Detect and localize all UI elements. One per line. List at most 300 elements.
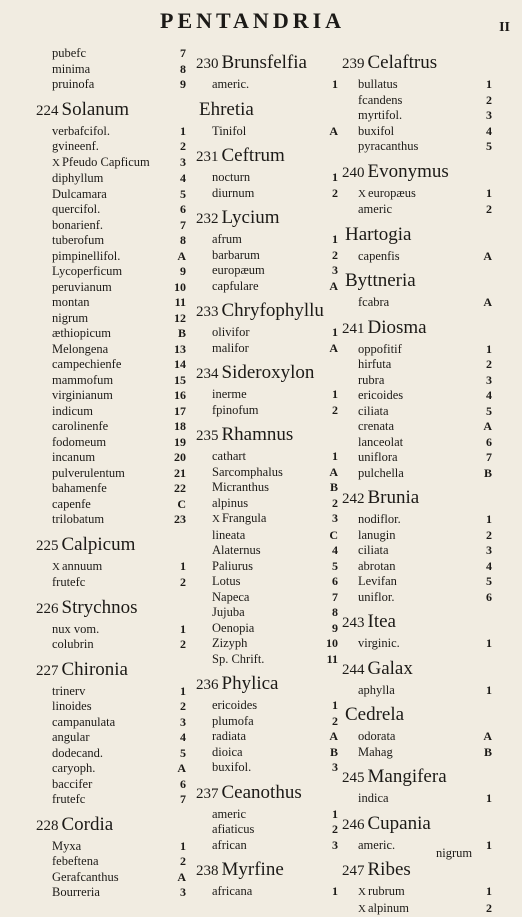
species-label <box>52 885 100 901</box>
species-name: Dulcamara <box>52 187 107 201</box>
species-label <box>212 559 253 575</box>
species-code: 7 <box>332 590 338 606</box>
species-entry <box>342 590 492 606</box>
species-code: 19 <box>174 435 186 451</box>
species-code: 1 <box>332 232 338 248</box>
species-code: 6 <box>486 435 492 451</box>
genus-heading <box>196 99 338 122</box>
species-name: Levifan <box>358 574 397 588</box>
species-code: 2 <box>486 357 492 373</box>
species-entry <box>36 295 186 311</box>
species-code: 3 <box>332 263 338 279</box>
species-entry <box>196 729 338 745</box>
species-name: trilobatum <box>52 512 104 526</box>
species-label <box>212 341 249 357</box>
species-entry <box>342 404 492 420</box>
species-code: 3 <box>486 108 492 124</box>
species-label <box>52 777 92 793</box>
species-name: radiata <box>212 729 246 743</box>
genus-heading <box>36 814 186 837</box>
species-name: Paliurus <box>212 559 253 573</box>
species-code: 2 <box>180 699 186 715</box>
species-entry <box>36 62 186 78</box>
species-entry <box>196 543 338 559</box>
species-entry <box>196 263 338 279</box>
species-entry <box>196 714 338 730</box>
species-entry <box>342 683 492 699</box>
species-entry <box>36 419 186 435</box>
species-label <box>52 373 113 389</box>
species-name: colubrin <box>52 637 94 651</box>
species-name: cathart <box>212 449 246 463</box>
species-label <box>52 233 104 249</box>
species-code: 18 <box>174 419 186 435</box>
page-header <box>0 6 522 36</box>
species-label <box>52 622 99 638</box>
species-code: 2 <box>332 186 338 202</box>
genus-heading <box>342 658 492 681</box>
genus-heading <box>342 859 492 882</box>
species-code: 1 <box>332 698 338 714</box>
genus-number: 244 <box>342 662 365 678</box>
species-label <box>358 202 392 218</box>
species-entry <box>36 481 186 497</box>
species-entry <box>342 108 492 124</box>
species-label <box>358 450 398 466</box>
genus-number: 232 <box>196 211 219 227</box>
species-code: 3 <box>332 838 338 854</box>
species-name: europæus <box>368 186 416 200</box>
species-entry <box>36 155 186 172</box>
genus-heading <box>342 317 492 340</box>
species-label <box>52 326 111 342</box>
genus-heading <box>342 766 492 789</box>
species-label <box>358 124 394 140</box>
cross-mark: X <box>358 188 366 200</box>
species-entry <box>36 187 186 203</box>
species-label <box>52 171 103 187</box>
genus-name: Rhamnus <box>222 424 294 445</box>
species-label <box>212 263 265 279</box>
species-name: campechienfe <box>52 357 121 371</box>
species-entry <box>196 652 338 668</box>
species-label <box>212 511 266 528</box>
species-name: aphylla <box>358 683 395 697</box>
species-label <box>212 170 250 186</box>
genus-number: 235 <box>196 428 219 444</box>
species-code: A <box>177 249 186 265</box>
genus-heading <box>196 52 338 75</box>
species-entry <box>36 792 186 808</box>
species-name: americ. <box>212 77 249 91</box>
species-name: pulverulentum <box>52 466 125 480</box>
species-code: 6 <box>486 590 492 606</box>
species-entry <box>36 684 186 700</box>
species-name: Gerafcanthus <box>52 870 119 884</box>
species-label <box>52 854 99 870</box>
species-label <box>52 839 81 855</box>
genus-heading <box>36 659 186 682</box>
species-label <box>52 295 90 311</box>
species-entry <box>36 746 186 762</box>
species-name: febeftena <box>52 854 99 868</box>
species-entry <box>196 186 338 202</box>
species-code: 2 <box>486 528 492 544</box>
species-label <box>52 218 103 234</box>
species-entry <box>342 435 492 451</box>
species-entry <box>342 574 492 590</box>
species-name: angular <box>52 730 89 744</box>
genus-heading <box>36 99 186 122</box>
genus-number: 236 <box>196 677 219 693</box>
genus-heading <box>196 673 338 696</box>
catchword: nigrum <box>436 846 472 861</box>
species-code: 1 <box>486 186 492 202</box>
species-code: 1 <box>180 839 186 855</box>
species-name: Sp. Chrift. <box>212 652 264 666</box>
species-code: 4 <box>180 171 186 187</box>
species-entry <box>342 528 492 544</box>
species-name: inerme <box>212 387 247 401</box>
species-entry <box>196 838 338 854</box>
species-name: americ. <box>358 838 395 852</box>
species-label <box>212 636 247 652</box>
species-name: quercifol. <box>52 202 100 216</box>
species-name: Oenopia <box>212 621 254 635</box>
species-name: fodomeum <box>52 435 106 449</box>
genus-number: 228 <box>36 818 59 834</box>
genus-name: Strychnos <box>62 597 138 618</box>
species-name: africana <box>212 884 252 898</box>
species-code: 17 <box>174 404 186 420</box>
species-label <box>358 574 397 590</box>
species-code: 5 <box>180 187 186 203</box>
species-entry <box>36 388 186 404</box>
species-code: 4 <box>180 730 186 746</box>
species-code: 7 <box>486 450 492 466</box>
genus-name: Cordia <box>62 814 114 835</box>
species-code: A <box>329 279 338 295</box>
species-label <box>358 636 400 652</box>
species-name: odorata <box>358 729 395 743</box>
species-entry <box>36 264 186 280</box>
species-code: 1 <box>486 512 492 528</box>
genus-number: 234 <box>196 366 219 382</box>
species-code: 2 <box>332 403 338 419</box>
species-label <box>212 590 249 606</box>
species-entry <box>342 419 492 435</box>
species-label <box>52 342 108 358</box>
genus-name: Byttneria <box>345 270 416 291</box>
species-code: 9 <box>332 621 338 637</box>
species-label <box>52 746 103 762</box>
species-code: 1 <box>332 884 338 900</box>
species-name: bonarienf. <box>52 218 103 232</box>
species-label <box>52 684 85 700</box>
species-label <box>358 373 384 389</box>
species-entry <box>36 839 186 855</box>
species-label <box>358 249 400 265</box>
column-2 <box>196 46 338 900</box>
species-code: 8 <box>332 605 338 621</box>
species-entry <box>342 77 492 93</box>
species-code: 7 <box>180 218 186 234</box>
species-label <box>212 884 252 900</box>
species-entry <box>196 621 338 637</box>
species-entry <box>36 233 186 249</box>
species-code: A <box>483 729 492 745</box>
species-label <box>212 465 283 481</box>
species-entry <box>196 77 338 93</box>
species-entry <box>196 341 338 357</box>
species-code: 8 <box>180 233 186 249</box>
species-name: nocturn <box>212 170 250 184</box>
species-entry <box>342 559 492 575</box>
genus-number: 243 <box>342 615 365 631</box>
species-code: 4 <box>486 559 492 575</box>
genus-heading <box>196 362 338 385</box>
species-entry <box>196 559 338 575</box>
species-name: indica <box>358 791 389 805</box>
species-label <box>212 528 245 544</box>
species-entry <box>342 884 492 901</box>
genus-name: Ribes <box>368 859 411 880</box>
species-label <box>212 807 246 823</box>
species-name: buxifol. <box>212 760 251 774</box>
species-entry <box>36 466 186 482</box>
species-label <box>52 62 90 78</box>
species-label <box>212 729 246 745</box>
genus-number: 231 <box>196 149 219 165</box>
species-label <box>358 435 403 451</box>
species-name: carolinenfe <box>52 419 108 433</box>
species-code: 3 <box>332 511 338 527</box>
species-label <box>212 822 254 838</box>
species-code: 2 <box>486 93 492 109</box>
species-label <box>358 884 405 901</box>
species-code: 2 <box>180 139 186 155</box>
genus-heading <box>196 300 338 323</box>
species-name: pyracanthus <box>358 139 418 153</box>
species-name: ciliata <box>358 543 389 557</box>
species-entry <box>196 822 338 838</box>
species-entry <box>196 465 338 481</box>
genus-heading <box>342 52 492 75</box>
species-name: alpinus <box>212 496 248 510</box>
species-code: 2 <box>180 575 186 591</box>
species-code: 1 <box>332 170 338 186</box>
genus-name: Ceanothus <box>222 782 302 803</box>
species-name: olivifor <box>212 325 250 339</box>
species-code: 1 <box>180 622 186 638</box>
species-entry <box>342 373 492 389</box>
species-label <box>212 574 240 590</box>
species-entry <box>36 124 186 140</box>
species-label <box>358 108 402 124</box>
genus-name: Chryfophyllu <box>222 300 324 321</box>
genus-number: 233 <box>196 304 219 320</box>
species-name: Jujuba <box>212 605 245 619</box>
species-entry <box>36 761 186 777</box>
species-name: uniflora <box>358 450 398 464</box>
species-label <box>358 357 391 373</box>
species-code: 5 <box>332 559 338 575</box>
species-label <box>212 714 254 730</box>
species-name: americ <box>212 807 246 821</box>
genus-name: Calpicum <box>62 534 136 555</box>
species-entry <box>36 777 186 793</box>
species-name: lanugin <box>358 528 396 542</box>
species-label <box>52 559 102 576</box>
species-name: baccifer <box>52 777 92 791</box>
species-code: 3 <box>486 543 492 559</box>
species-entry <box>342 124 492 140</box>
species-label <box>52 139 99 155</box>
species-label <box>358 729 395 745</box>
species-label <box>52 46 86 62</box>
species-name: linoides <box>52 699 92 713</box>
species-label <box>358 838 395 854</box>
species-label <box>212 124 246 140</box>
species-name: afrum <box>212 232 242 246</box>
species-code: 2 <box>486 202 492 218</box>
species-code: A <box>483 295 492 311</box>
genus-heading <box>36 597 186 620</box>
species-name: capfulare <box>212 279 259 293</box>
species-entry <box>36 171 186 187</box>
species-code: A <box>329 124 338 140</box>
species-name: Frangula <box>222 511 266 525</box>
species-name: lanceolat <box>358 435 403 449</box>
species-code: B <box>178 326 186 342</box>
species-label <box>52 357 121 373</box>
species-name: Bourreria <box>52 885 100 899</box>
genus-name: Lycium <box>222 207 280 228</box>
species-label <box>52 730 89 746</box>
species-code: 1 <box>486 683 492 699</box>
genus-number: 224 <box>36 103 59 119</box>
genus-heading <box>342 224 492 247</box>
genus-name: Ceftrum <box>222 145 285 166</box>
species-label <box>52 450 95 466</box>
species-entry <box>36 311 186 327</box>
species-entry <box>342 249 492 265</box>
species-entry <box>36 280 186 296</box>
species-name: capenfis <box>358 249 400 263</box>
species-label <box>212 248 260 264</box>
species-code: 12 <box>174 311 186 327</box>
species-code: B <box>484 466 492 482</box>
species-code: A <box>483 249 492 265</box>
species-name: Tinifol <box>212 124 246 138</box>
species-name: pulchella <box>358 466 404 480</box>
species-entry <box>36 497 186 513</box>
species-code: 3 <box>486 373 492 389</box>
genus-heading <box>196 859 338 882</box>
species-entry <box>342 295 492 311</box>
genus-number: 237 <box>196 786 219 802</box>
species-entry <box>196 605 338 621</box>
species-entry <box>196 511 338 528</box>
species-label <box>212 403 259 419</box>
species-name: Micranthus <box>212 480 269 494</box>
species-label <box>52 715 115 731</box>
species-code: 22 <box>174 481 186 497</box>
species-label <box>212 325 250 341</box>
species-label <box>52 155 150 172</box>
species-code: C <box>329 528 338 544</box>
species-name: æthiopicum <box>52 326 111 340</box>
species-entry <box>196 698 338 714</box>
species-label <box>52 264 122 280</box>
species-name: nodiflor. <box>358 512 401 526</box>
species-name: Lycoperficum <box>52 264 122 278</box>
species-name: virginianum <box>52 388 113 402</box>
species-label <box>212 387 247 403</box>
species-entry <box>196 449 338 465</box>
species-label <box>212 605 245 621</box>
species-name: malifor <box>212 341 249 355</box>
species-entry <box>342 388 492 404</box>
species-name: trinerv <box>52 684 85 698</box>
species-name: virginic. <box>358 636 400 650</box>
genus-heading <box>196 424 338 447</box>
genus-name: Chironia <box>62 659 129 680</box>
species-label <box>52 388 113 404</box>
species-code: 2 <box>332 822 338 838</box>
species-entry <box>36 699 186 715</box>
species-label <box>52 481 107 497</box>
species-code: 2 <box>332 714 338 730</box>
species-entry <box>36 218 186 234</box>
genus-number: 241 <box>342 321 365 337</box>
species-label <box>212 449 246 465</box>
species-entry <box>196 528 338 544</box>
species-entry <box>342 636 492 652</box>
species-name: rubra <box>358 373 384 387</box>
species-entry <box>196 248 338 264</box>
genus-name: Myrfine <box>222 859 284 880</box>
species-name: dioica <box>212 745 243 759</box>
species-entry <box>36 622 186 638</box>
species-label <box>212 232 242 248</box>
species-entry <box>36 404 186 420</box>
genus-name: Solanum <box>62 99 130 120</box>
genus-number: 245 <box>342 770 365 786</box>
species-name: fcabra <box>358 295 389 309</box>
species-name: abrotan <box>358 559 395 573</box>
species-label <box>212 77 249 93</box>
species-label <box>52 202 100 218</box>
species-entry <box>342 93 492 109</box>
species-label <box>358 559 395 575</box>
species-label <box>52 77 94 93</box>
running-title: PENTANDRIA <box>160 8 345 34</box>
species-label <box>358 466 404 482</box>
species-entry <box>196 590 338 606</box>
genus-heading <box>342 270 492 293</box>
species-entry <box>196 387 338 403</box>
species-entry <box>342 186 492 203</box>
species-label <box>52 637 94 653</box>
species-code: 1 <box>180 684 186 700</box>
genus-name: Itea <box>368 611 396 632</box>
species-entry <box>36 435 186 451</box>
genus-heading <box>196 782 338 805</box>
genus-heading <box>342 161 492 184</box>
species-label <box>52 249 120 265</box>
species-name: african <box>212 838 247 852</box>
